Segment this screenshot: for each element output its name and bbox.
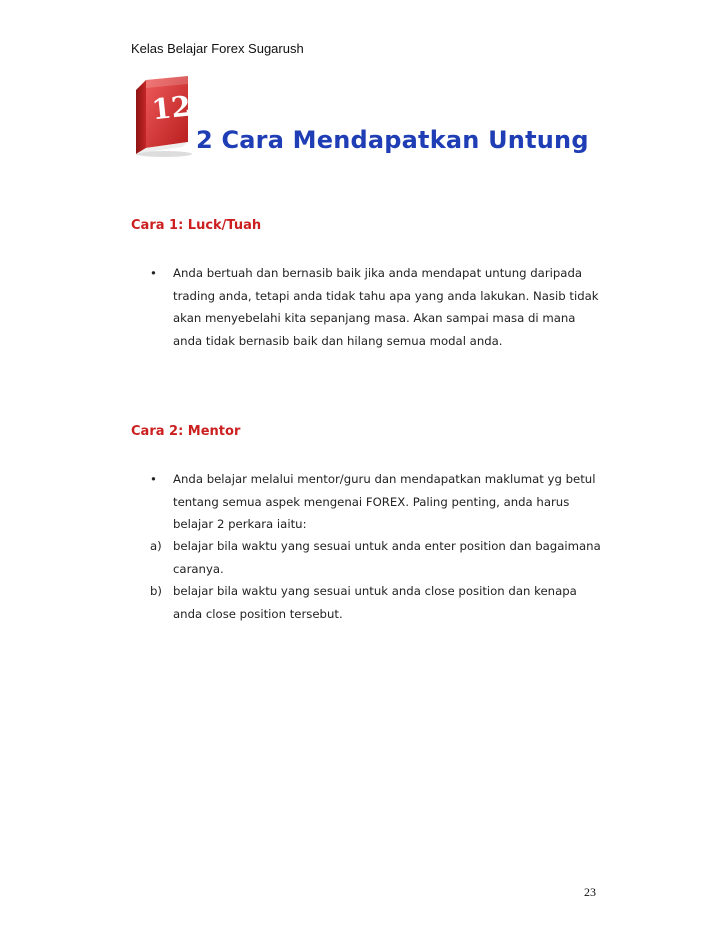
section-1-paragraph: Anda bertuah dan bernasib baik jika anda mendapat untung daripada trading anda, tetapi anda tidak tahu apa yang anda lakukan. Nasib tidak akan menyebelahi kita sepanjang masa. Akan sampai masa di mana anda tidak bernasib baik dan hilang semua modal anda. <box>173 266 599 348</box>
red-book-number-icon <box>130 74 196 158</box>
page-title: 2 Cara Mendapatkan Untung <box>196 126 589 154</box>
list-item-a: belajar bila waktu yang sesuai untuk anda enter position dan bagaimana caranya. <box>173 539 601 576</box>
book-number-label: 12 <box>150 89 193 127</box>
bullet-marker: • <box>150 266 157 280</box>
list-marker-b: b) <box>150 584 162 598</box>
section-heading-cara-1: Cara 1: Luck/Tuah <box>131 218 262 233</box>
page-number: 23 <box>584 885 596 899</box>
running-header: Kelas Belajar Forex Sugarush <box>131 41 304 56</box>
bullet-marker: • <box>150 472 157 486</box>
list-marker-a: a) <box>150 539 162 553</box>
section-heading-cara-2: Cara 2: Mentor <box>131 424 241 439</box>
list-item-b: belajar bila waktu yang sesuai untuk anda close position dan kenapa anda close position tersebut. <box>173 584 577 621</box>
section-2-paragraph: Anda belajar melalui mentor/guru dan mendapatkan maklumat yg betul tentang semua aspek mengenai FOREX. Paling penting, anda harus belajar 2 perkara iaitu: <box>173 472 596 531</box>
